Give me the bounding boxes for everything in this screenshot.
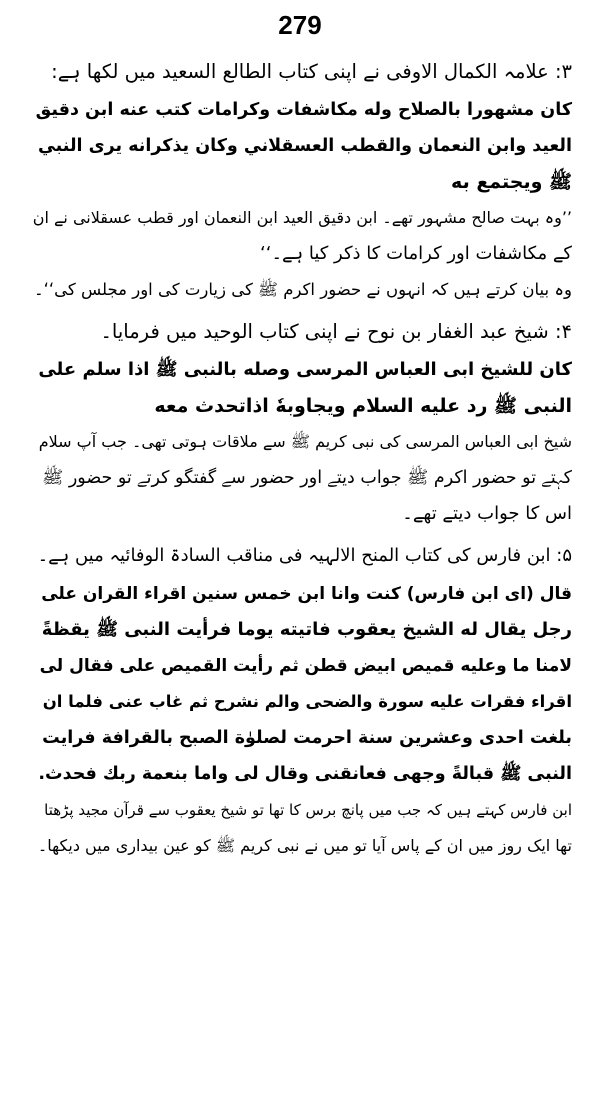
arabic-line: العيد وابن النعمان والقطب العسقلاني وكان يذكرانه يرى النبي (37, 136, 572, 156)
urdu-line: وہ بیان کرتے ہیں کہ انہوں نے حضور اکرم ﷺ کی زیارت کی اور مجلس کی‘‘۔ (34, 280, 572, 299)
arabic-line: ﷺ ويجتمع به (451, 171, 572, 193)
urdu-line: ’’وہ بہت صالح مشہور تھے۔ ابن دقیق العید ابن النعمان اور قطب عسقلانی نے ان (32, 208, 572, 227)
urdu-line: شیخ ابی العباس المرسی کی نبی کریم ﷺ سے ملاقات ہوتی تھی۔ جب آپ سلام (38, 432, 572, 451)
arabic-line: اقراء فقرات عليه سورة والضحى والم نشرح ثم غاب عنى فلما ان (42, 692, 572, 711)
section-3 (28, 52, 572, 308)
arabic-line: لامنا ما وعليه قميص ابيض قطن ثم رأيت القميص على فقال لى (39, 656, 572, 676)
arabic-line: رجل يقال له الشيخ يعقوب فاتيته يوما فرأيت النبى ﷺ يقظةً (41, 619, 572, 640)
page-content (28, 52, 572, 864)
urdu-line: اس کا جواب دیتے تھے۔ (402, 503, 572, 524)
arabic-line: النبى ﷺ قبالةً وجهى فعانقنى وقال لى واما بنعمة ربك فحدث. (38, 764, 572, 784)
section-heading: ۳: علامہ الکمال الاوفی نے اپنی کتاب الطالع السعید میں لکھا ہے: (51, 60, 572, 83)
urdu-line: کے مکاشفات اور کرامات کا ذکر کیا ہے۔‘‘ (260, 243, 572, 264)
arabic-line: قال (اى ابن فارس) كنت وانا ابن خمس سنين اقراء القران على (41, 584, 572, 604)
arabic-line: النبى ﷺ رد عليه السلام ويجاوبهٗ اذاتحدث معه (154, 395, 572, 417)
section-4 (28, 312, 572, 532)
urdu-line: ابن فارس کہتے ہیں کہ جب میں پانچ برس کا تھا تو شیخ یعقوب سے قرآن مجید پڑھتا (44, 801, 572, 819)
section-heading: ۴: شیخ عبد الغفار بن نوح نے اپنی کتاب الوحید میں فرمایا۔ (100, 320, 572, 343)
page-number: 279 (278, 10, 322, 40)
arabic-line: كان للشيخ ابى العباس المرسى وصله بالنبى ﷺ اذا سلم على (38, 359, 572, 380)
urdu-line: تھا ایک روز میں ان کے پاس آیا تو میں نے نبی کریم ﷺ کو عین بیداری میں دیکھا۔ (37, 836, 572, 855)
section-heading: ۵: ابن فارس کی کتاب المنح الالہیہ فی مناقب السادۃ الوفائیہ میں ہے۔ (37, 545, 572, 566)
arabic-line: كان مشهورا بالصلاح وله مكاشفات وكرامات كتب عنه ابن دقيق (35, 100, 572, 120)
urdu-line: کہتے تو حضور اکرم ﷺ جواب دیتے اور حضور سے گفتگو کرتے تو حضور ﷺ (42, 468, 572, 488)
arabic-line: بلغت احدى وعشرين سنة احرمت لصلوٰة الصبح بالقرافة فرايت (42, 728, 572, 748)
section-5 (28, 536, 572, 864)
